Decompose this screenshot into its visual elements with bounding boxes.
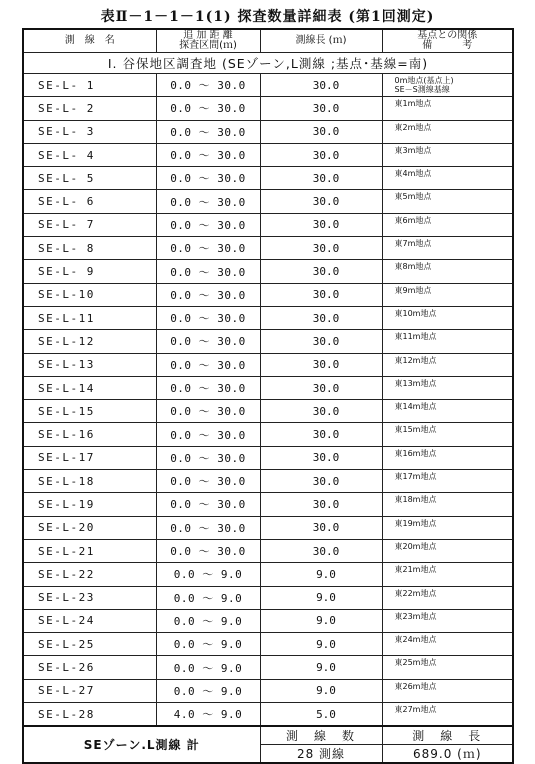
interval-cell: 0.0 ～ 30.0 [156, 283, 260, 306]
interval-cell: 0.0 ～ 9.0 [156, 609, 260, 632]
line-name-cell: SE-L- 1 [23, 74, 156, 97]
interval-cell: 0.0 ～ 9.0 [156, 656, 260, 679]
line-name-cell: SE-L-14 [23, 376, 156, 399]
interval-cell: 0.0 ～ 30.0 [156, 446, 260, 469]
data-rows [23, 74, 513, 727]
relation-cell [382, 633, 513, 656]
line-name-cell: SE-L-16 [23, 423, 156, 446]
line-name-cell: SE-L-24 [23, 609, 156, 632]
line-name-cell: SE-L-28 [23, 703, 156, 727]
relation-text: 東9m地点 [394, 285, 432, 295]
section-title: Ⅰ. 谷保地区調査地 (SEゾーン,L測線 ;基点･基線=南) [23, 53, 513, 74]
line-name-cell: SE-L-19 [23, 493, 156, 516]
footer-count-header: 測 線 数 [260, 726, 382, 745]
line-name-cell: SE-L-27 [23, 679, 156, 702]
length-cell: 5.0 [260, 703, 382, 727]
table-row [23, 167, 513, 190]
table-row [23, 446, 513, 469]
table-row [23, 376, 513, 399]
length-cell: 30.0 [260, 423, 382, 446]
interval-cell: 0.0 ～ 30.0 [156, 97, 260, 120]
table-row [23, 190, 513, 213]
table-title: 表Ⅱ－1－1－1(1) 探査数量詳細表 (第1回測定) [100, 9, 435, 25]
length-cell: 30.0 [260, 470, 382, 493]
relation-cell [382, 143, 513, 166]
interval-cell: 0.0 ～ 30.0 [156, 74, 260, 97]
line-name-cell: SE-L- 3 [23, 120, 156, 143]
relation-cell [382, 656, 513, 679]
table-row [23, 143, 513, 166]
relation-cell [382, 353, 513, 376]
interval-cell: 0.0 ～ 30.0 [156, 143, 260, 166]
relation-cell [382, 213, 513, 236]
length-cell: 30.0 [260, 493, 382, 516]
relation-cell [382, 237, 513, 260]
table-row [23, 283, 513, 306]
length-cell: 9.0 [260, 586, 382, 609]
header-length: 測線長 (ｍ) [260, 29, 382, 53]
relation-cell [382, 120, 513, 143]
relation-cell [382, 283, 513, 306]
relation-text: 東20m地点 [394, 541, 437, 551]
line-name-cell: SE-L- 5 [23, 167, 156, 190]
length-cell: 30.0 [260, 283, 382, 306]
relation-cell [382, 493, 513, 516]
survey-quantity-table [22, 28, 514, 764]
relation-text: 東24m地点 [394, 635, 437, 645]
relation-text: 0m地点(基点上) [394, 76, 454, 85]
line-name-cell: SE-L-21 [23, 539, 156, 562]
interval-cell: 0.0 ～ 30.0 [156, 423, 260, 446]
line-name-cell: SE-L-12 [23, 330, 156, 353]
relation-text: 東23m地点 [394, 611, 437, 621]
line-name-cell: SE-L- 7 [23, 213, 156, 236]
table-row [23, 493, 513, 516]
table-row [23, 656, 513, 679]
relation-cell [382, 400, 513, 423]
interval-cell: 0.0 ～ 30.0 [156, 237, 260, 260]
length-cell: 30.0 [260, 143, 382, 166]
length-cell: 30.0 [260, 330, 382, 353]
relation-cell [382, 423, 513, 446]
interval-cell: 0.0 ～ 30.0 [156, 516, 260, 539]
relation-cell [382, 306, 513, 329]
length-cell: 30.0 [260, 260, 382, 283]
table-row [23, 609, 513, 632]
relation-cell [382, 586, 513, 609]
length-cell: 9.0 [260, 633, 382, 656]
table-row [23, 470, 513, 493]
length-cell: 30.0 [260, 353, 382, 376]
relation-cell [382, 330, 513, 353]
table-row [23, 213, 513, 236]
line-name-cell: SE-L-20 [23, 516, 156, 539]
relation-text: 東17m地点 [394, 472, 437, 482]
relation-text: 東4m地点 [394, 169, 432, 179]
interval-cell: 0.0 ～ 9.0 [156, 679, 260, 702]
relation-cell [382, 74, 513, 97]
relation-cell [382, 446, 513, 469]
relation-text: 東27m地点 [394, 705, 437, 715]
relation-cell [382, 470, 513, 493]
relation-text: 東18m地点 [394, 495, 437, 505]
length-cell: 30.0 [260, 167, 382, 190]
interval-cell: 0.0 ～ 9.0 [156, 633, 260, 656]
relation-cell [382, 679, 513, 702]
relation-text: 東13m地点 [394, 378, 437, 388]
relation-text: 東14m地点 [394, 402, 437, 412]
interval-cell: 0.0 ～ 30.0 [156, 260, 260, 283]
interval-cell: 0.0 ～ 9.0 [156, 563, 260, 586]
relation-text: 東7m地点 [394, 239, 432, 249]
table-row [23, 423, 513, 446]
table-row [23, 563, 513, 586]
line-name-cell: SE-L-11 [23, 306, 156, 329]
section-row [23, 53, 513, 74]
relation-text: 東12m地点 [394, 355, 437, 365]
relation-text: 東2m地点 [394, 122, 432, 132]
interval-cell: 0.0 ～ 30.0 [156, 167, 260, 190]
table-row [23, 633, 513, 656]
interval-cell: 0.0 ～ 9.0 [156, 586, 260, 609]
length-cell: 9.0 [260, 609, 382, 632]
interval-cell: 0.0 ～ 30.0 [156, 539, 260, 562]
relation-text: 東8m地点 [394, 262, 432, 272]
line-name-cell: SE-L- 9 [23, 260, 156, 283]
interval-cell: 0.0 ～ 30.0 [156, 470, 260, 493]
length-cell: 30.0 [260, 237, 382, 260]
relation-text: 東15m地点 [394, 425, 437, 435]
relation-text: 東19m地点 [394, 518, 437, 528]
interval-cell: 0.0 ～ 30.0 [156, 330, 260, 353]
relation-cell [382, 703, 513, 727]
table-row [23, 120, 513, 143]
relation-text: 東22m地点 [394, 588, 437, 598]
relation-text: 東6m地点 [394, 215, 432, 225]
header-line-name: 測 線 名 [23, 29, 156, 53]
interval-cell: 0.0 ～ 30.0 [156, 306, 260, 329]
interval-cell: 0.0 ～ 30.0 [156, 400, 260, 423]
relation-cell [382, 516, 513, 539]
line-name-cell: SE-L-25 [23, 633, 156, 656]
table-row [23, 237, 513, 260]
table-row [23, 74, 513, 97]
footer-count-value: 28 測線 [260, 745, 382, 764]
relation-text: 東5m地点 [394, 192, 432, 202]
relation-text: 東21m地点 [394, 565, 437, 575]
length-cell: 30.0 [260, 446, 382, 469]
line-name-cell: SE-L- 4 [23, 143, 156, 166]
table-row [23, 586, 513, 609]
table-row [23, 539, 513, 562]
footer-total-label: SEゾーン.L測線 計 [23, 726, 260, 763]
footer-row-headers [23, 726, 513, 745]
relation-cell [382, 167, 513, 190]
line-name-cell: SE-L-23 [23, 586, 156, 609]
header-relation: 基点との関係 備 考 [382, 29, 513, 53]
table-row [23, 400, 513, 423]
line-name-cell: SE-L-22 [23, 563, 156, 586]
interval-cell: 0.0 ～ 30.0 [156, 353, 260, 376]
relation-cell [382, 539, 513, 562]
line-name-cell: SE-L- 8 [23, 237, 156, 260]
length-cell: 30.0 [260, 97, 382, 120]
length-cell: 30.0 [260, 190, 382, 213]
length-cell: 9.0 [260, 656, 382, 679]
table-row [23, 703, 513, 727]
length-cell: 30.0 [260, 376, 382, 399]
interval-cell: 4.0 ～ 9.0 [156, 703, 260, 727]
length-cell: 30.0 [260, 306, 382, 329]
relation-cell [382, 190, 513, 213]
length-cell: 30.0 [260, 516, 382, 539]
relation-cell [382, 97, 513, 120]
table-row [23, 679, 513, 702]
line-name-cell: SE-L- 2 [23, 97, 156, 120]
table-row [23, 516, 513, 539]
relation-cell [382, 260, 513, 283]
interval-cell: 0.0 ～ 30.0 [156, 120, 260, 143]
interval-cell: 0.0 ～ 30.0 [156, 190, 260, 213]
line-name-cell: SE-L-18 [23, 470, 156, 493]
line-name-cell: SE-L-13 [23, 353, 156, 376]
line-name-cell: SE-L-10 [23, 283, 156, 306]
line-name-cell: SE-L-15 [23, 400, 156, 423]
length-cell: 9.0 [260, 679, 382, 702]
relation-text: 東1m地点 [394, 99, 432, 109]
table-row [23, 353, 513, 376]
length-cell: 9.0 [260, 563, 382, 586]
relation-note: SE－S測線基線 [394, 85, 450, 94]
relation-text: 東11m地点 [394, 332, 437, 342]
relation-cell [382, 609, 513, 632]
length-cell: 30.0 [260, 74, 382, 97]
footer-length-header: 測 線 長 [382, 726, 513, 745]
relation-cell [382, 563, 513, 586]
header-row [23, 29, 513, 53]
relation-text: 東26m地点 [394, 681, 437, 691]
table-row [23, 330, 513, 353]
table-row [23, 306, 513, 329]
relation-text: 東3m地点 [394, 145, 432, 155]
relation-cell [382, 376, 513, 399]
length-cell: 30.0 [260, 539, 382, 562]
relation-text: 東25m地点 [394, 658, 437, 668]
relation-text: 東16m地点 [394, 448, 437, 458]
footer-length-value: 689.0 (ｍ) [382, 745, 513, 764]
interval-cell: 0.0 ～ 30.0 [156, 493, 260, 516]
line-name-cell: SE-L-17 [23, 446, 156, 469]
length-cell: 30.0 [260, 400, 382, 423]
header-interval: 追 加 距 離 探査区間(ｍ) [156, 29, 260, 53]
table-row [23, 260, 513, 283]
line-name-cell: SE-L- 6 [23, 190, 156, 213]
length-cell: 30.0 [260, 213, 382, 236]
relation-text: 東10m地点 [394, 308, 437, 318]
length-cell: 30.0 [260, 120, 382, 143]
interval-cell: 0.0 ～ 30.0 [156, 376, 260, 399]
table-row [23, 97, 513, 120]
line-name-cell: SE-L-26 [23, 656, 156, 679]
interval-cell: 0.0 ～ 30.0 [156, 213, 260, 236]
